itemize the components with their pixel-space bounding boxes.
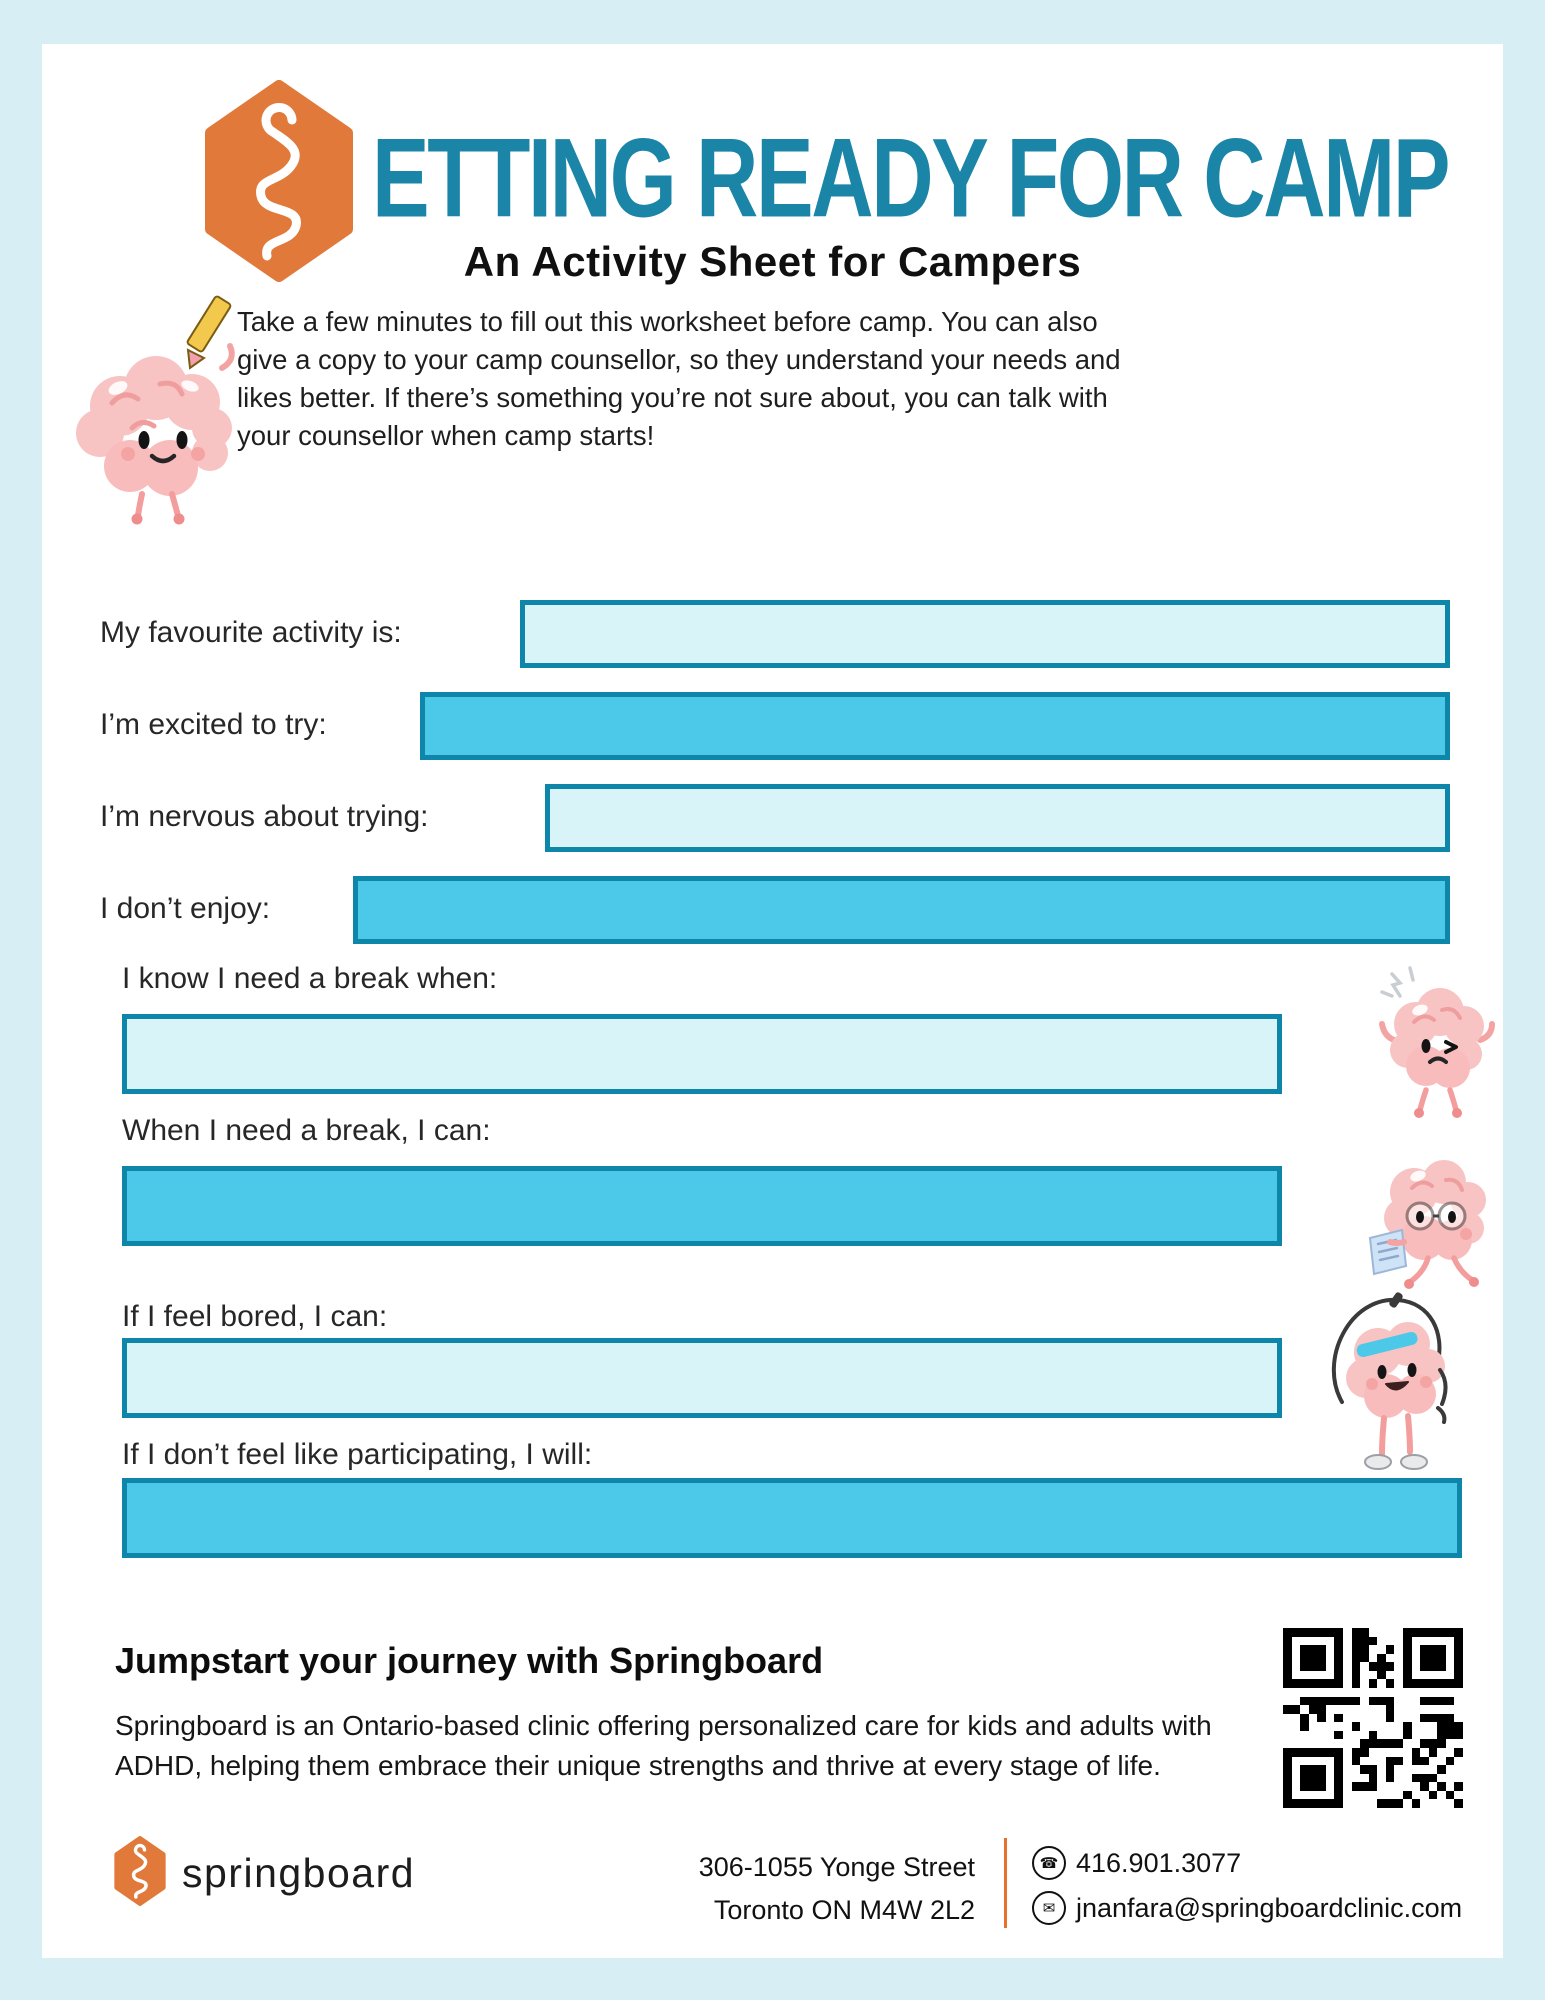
address-block [640,1846,975,1932]
field-label: If I don’t feel like participating, I will: [122,1438,593,1471]
promo-heading: Jumpstart your journey with Springboard [115,1640,824,1681]
field-label: I’m nervous about trying: [100,800,429,833]
phone-row [1032,1846,1462,1880]
field-label: I know I need a break when: [122,962,498,995]
field-input-box[interactable] [122,1338,1282,1418]
qr-code [1283,1628,1463,1808]
brain-mascot-stressed [1378,962,1496,1120]
contact-block [1032,1846,1462,1925]
address-line-2: Toronto ON M4W 2L2 [713,1895,975,1926]
field-label: When I need a break, I can: [122,1114,491,1147]
email-icon: ✉ [1032,1891,1066,1925]
book-icon [1370,1230,1406,1274]
email-row [1032,1891,1462,1925]
phone-number: 416.901.3077 [1076,1847,1242,1878]
email-address[interactable]: jnanfara@springboardclinic.com [1076,1892,1463,1923]
field-input-box[interactable] [353,876,1450,944]
field-label: I’m excited to try: [100,708,327,741]
field-input-box[interactable] [545,784,1450,852]
promo-paragraph: Springboard is an Ontario-based clinic offering personalized care for kids and adults with ADHD, helping them embrace their unique strengths and thrive at every stage of life. [115,1710,1212,1781]
brain-mascot-reading [1362,1146,1494,1296]
brain-mascot-writing [72,288,250,528]
field-label: My favourite activity is: [100,616,402,649]
field-input-box[interactable] [122,1014,1282,1094]
page-title: ETTING READY FOR CAMP [372,114,1449,241]
field-input-box[interactable] [122,1478,1462,1558]
pencil-icon [187,295,232,368]
field-label: I don’t enjoy: [100,892,271,925]
brain-mascot-jumping [1320,1290,1456,1484]
address-line-1: 306-1055 Yonge Street [698,1852,975,1882]
intro-paragraph: Take a few minutes to fill out this worksheet before camp. You can also give a copy to your camp counsellor, so they understand your needs and likes better. If there’s something you’re not sure about, you can talk with your counsellor when camp starts! [237,306,1121,451]
springboard-footer-logo-icon [112,1836,168,1906]
field-label: If I feel bored, I can: [122,1300,388,1333]
phone-icon: ☎ [1032,1846,1066,1880]
page-subtitle: An Activity Sheet for Campers [463,238,1082,285]
footer-divider [1004,1838,1007,1928]
field-input-box[interactable] [420,692,1450,760]
field-input-box[interactable] [122,1166,1282,1246]
sneaker-icon [1365,1455,1427,1469]
field-input-box[interactable] [520,600,1450,668]
springboard-wordmark: springboard [182,1850,416,1896]
